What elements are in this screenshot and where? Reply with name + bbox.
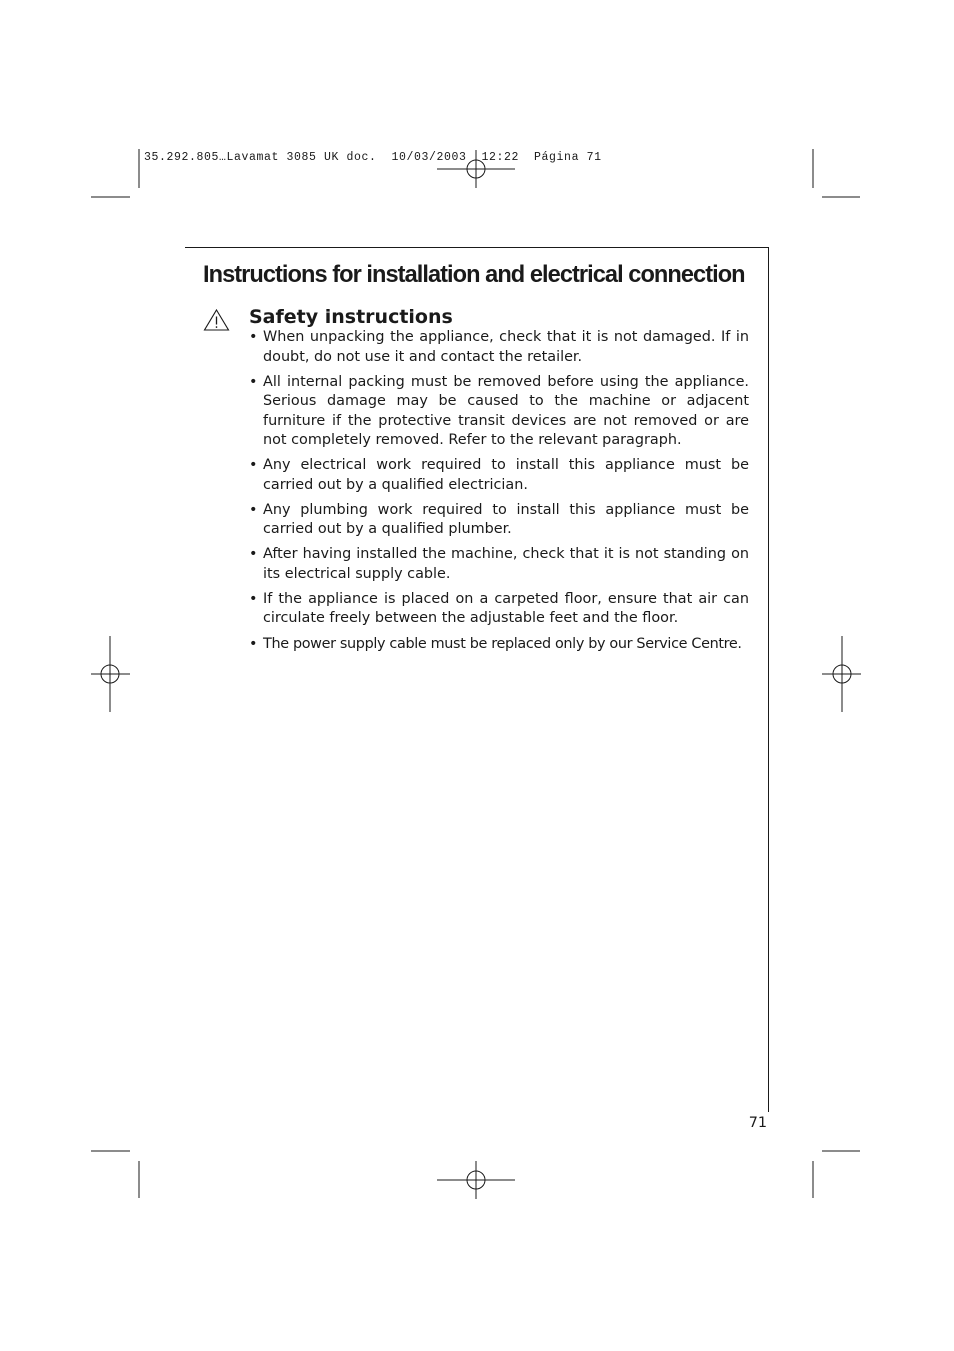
list-item <box>249 635 749 655</box>
list-item-text: Any electrical work required to install this appliance must be carried out by a qualified electrician. <box>263 457 749 493</box>
section-heading: Safety instructions <box>249 306 453 328</box>
bullet-icon: • <box>249 590 258 607</box>
bullet-icon: • <box>249 457 258 474</box>
bullet-icon: • <box>249 373 258 390</box>
list-item-text: All internal packing must be removed before using the appliance. Serious damage may be caused to the machine or adjacent furniture if the protective transit devices are not removed or are not completely removed. Refer to the relevant paragraph. <box>263 373 749 449</box>
warning-triangle-icon <box>203 308 230 332</box>
list-item <box>249 456 749 495</box>
registration-mark-bottom <box>437 1161 515 1199</box>
list-item-text: If the appliance is placed on a carpeted floor, ensure that air can circulate freely between the adjustable feet and the floor. <box>263 590 749 627</box>
bullet-icon: • <box>249 329 258 345</box>
list-item-text: Any plumbing work required to install this appliance must be carried out by a qualified plumber. <box>263 501 749 538</box>
list-item <box>249 501 749 540</box>
page-number: 71 <box>748 1115 767 1131</box>
registration-mark-left <box>91 636 130 712</box>
list-item <box>249 545 749 584</box>
print-slug: 35.292.805…Lavamat 3085 UK doc. 10/03/2003 12:22 Página 71 <box>144 151 602 164</box>
bullet-icon: • <box>249 501 258 518</box>
list-item <box>249 328 749 367</box>
bullet-icon: • <box>249 635 258 652</box>
page-title: Instructions for installation and electrical connection <box>203 262 745 288</box>
list-item <box>249 590 749 629</box>
bullet-icon: • <box>249 546 258 563</box>
list-item-text: The power supply cable must be replaced only by our Service Centre. <box>263 635 742 652</box>
safety-instructions-list <box>249 328 749 660</box>
list-item <box>249 373 749 451</box>
registration-mark-right <box>822 636 861 712</box>
list-item-text: When unpacking the appliance, check that it is not damaged. If in doubt, do not use it and contact the retailer. <box>263 329 749 365</box>
list-item-text: After having installed the machine, check that it is not standing on its electrical supply cable. <box>263 546 749 582</box>
